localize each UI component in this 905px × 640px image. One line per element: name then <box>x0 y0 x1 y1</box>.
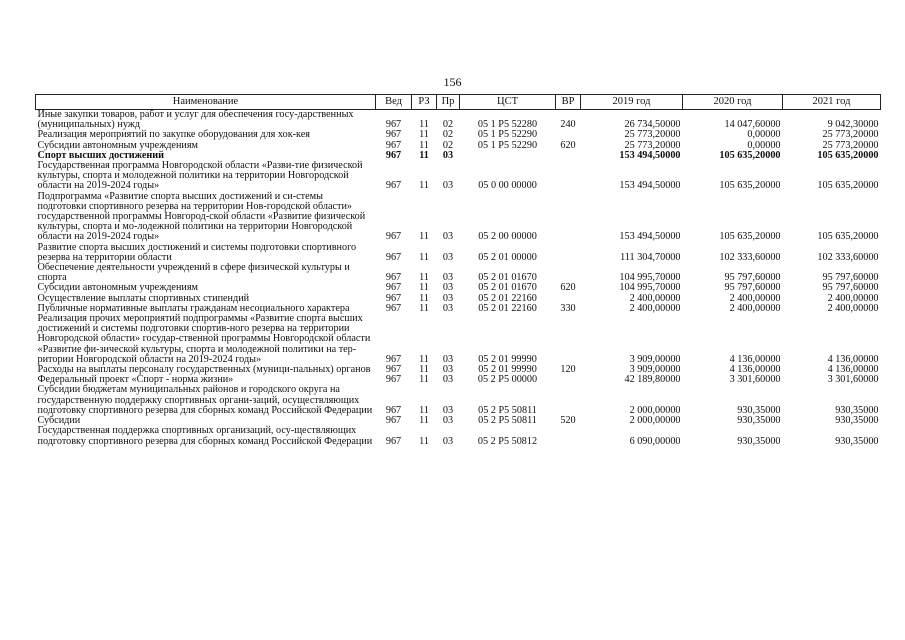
cell-name: Иные закупки товаров, работ и услуг для обеспечения госу-дарственных (муниципальных) нужд <box>37 109 354 131</box>
cell-rz: 11 <box>419 251 429 263</box>
cell-pr: 03 <box>442 292 454 304</box>
cell-2019: 26 734,50000 <box>624 119 681 131</box>
cell-name: Субсидии автономным учреждениям <box>37 282 198 294</box>
cell-pr: 03 <box>442 415 454 427</box>
cell-cst: 05 2 P5 50811 <box>478 415 537 427</box>
cell-rz: 11 <box>419 415 429 427</box>
cell-2021: 95 797,60000 <box>822 282 879 294</box>
cell-2020: 95 797,60000 <box>724 282 781 294</box>
cell-ved: 967 <box>385 364 402 376</box>
cell-2019: 25 773,20000 <box>624 129 681 141</box>
cell-2019: 2 400,00000 <box>629 292 681 304</box>
cell-2019: 3 909,00000 <box>629 364 681 376</box>
cell-pr: 03 <box>442 149 454 161</box>
cell-name: Федеральный проект «Спорт - норма жизни» <box>37 374 234 386</box>
cell-cst <box>460 151 556 161</box>
table-row <box>36 426 881 446</box>
column-header-2019: 2019 год <box>581 95 683 110</box>
cell-pr: 03 <box>442 404 454 416</box>
cell-2021: 930,35000 <box>835 415 879 427</box>
cell-pr: 03 <box>442 353 454 365</box>
cell-pr: 03 <box>442 374 454 386</box>
cell-cst: 05 2 00 00000 <box>478 231 537 243</box>
cell-vr <box>556 161 581 192</box>
table-row <box>36 161 881 192</box>
cell-2021: 25 773,20000 <box>822 129 879 141</box>
table-row <box>36 192 881 243</box>
cell-ved: 967 <box>385 231 402 243</box>
cell-2021: 9 042,30000 <box>827 119 879 131</box>
cell-name: Развитие спорта высших достижений и системы подготовки спортивного резерва на территории области <box>37 241 357 263</box>
cell-2019: 2 400,00000 <box>629 302 681 314</box>
cell-rz: 11 <box>419 180 429 192</box>
cell-name: Субсидии <box>37 415 81 427</box>
cell-vr <box>556 192 581 243</box>
page-number: 156 <box>443 75 462 89</box>
cell-2020: 3 301,60000 <box>729 374 781 386</box>
cell-2020: 2 400,00000 <box>729 302 781 314</box>
cell-vr: 240 <box>560 119 576 131</box>
cell-2020: 2 400,00000 <box>729 292 781 304</box>
table-row <box>36 385 881 416</box>
cell-2019: 3 909,00000 <box>629 353 681 365</box>
cell-2020: 14 047,60000 <box>724 119 781 131</box>
cell-pr: 03 <box>442 435 454 447</box>
table-body <box>36 110 881 447</box>
cell-2020: 930,35000 <box>737 435 781 447</box>
cell-pr: 03 <box>442 282 454 294</box>
cell-2020: 4 136,00000 <box>729 353 781 365</box>
cell-pr: 03 <box>442 364 454 376</box>
cell-vr <box>556 243 581 263</box>
cell-ved: 967 <box>385 272 402 284</box>
cell-cst: 05 2 01 99990 <box>478 353 537 365</box>
cell-cst: 05 2 P5 50812 <box>477 435 538 447</box>
cell-cst: 05 2 P5 00000 <box>477 374 538 386</box>
cell-vr: 620 <box>560 139 576 151</box>
cell-name: Осуществление выплаты спортивных стипендий <box>37 292 250 304</box>
cell-cst: 05 1 P5 52290 <box>477 139 538 151</box>
cell-name: Обеспечение деятельности учреждений в сфере физической культуры и спорта <box>37 262 350 284</box>
cell-vr <box>556 426 581 446</box>
cell-ved: 967 <box>385 374 402 386</box>
cell-2020: 930,35000 <box>737 404 781 416</box>
column-header-rz: РЗ <box>412 95 437 110</box>
cell-2020: 4 136,00000 <box>729 364 781 376</box>
cell-pr: 03 <box>442 272 454 284</box>
cell-cst: 05 0 00 00000 <box>478 180 537 192</box>
table-header-row <box>36 95 881 110</box>
cell-2019: 153 494,50000 <box>619 231 681 243</box>
cell-2019: 6 090,00000 <box>629 435 681 447</box>
cell-name: Государственная поддержка спортивных организаций, осу-ществляющих подготовку спортивного резерва для сборных команд Российской Федерации <box>37 425 373 447</box>
cell-name: Субсидии автономным учреждениям <box>37 139 198 151</box>
cell-rz: 11 <box>419 149 429 161</box>
cell-rz: 11 <box>419 282 429 294</box>
cell-ved: 967 <box>385 353 402 365</box>
table-row <box>36 110 881 131</box>
cell-name: Субсидии бюджетам муниципальных районов и городского округа на государственную поддержку спортивных органи-заций, осуществляющих подготовку спортивного резерва для сборных команд Российской Федерации <box>37 384 373 416</box>
cell-ved: 967 <box>385 435 402 447</box>
cell-name: Государственная программа Новгородской области «Разви-тие физической культуры, спорта и молодежной политики на территории Новгородской области на 2019-2024 годы» <box>37 160 363 192</box>
cell-pr: 02 <box>442 129 454 141</box>
cell-2019: 153 494,50000 <box>619 180 681 192</box>
cell-rz: 11 <box>419 302 429 314</box>
column-header-2021: 2021 год <box>783 95 881 110</box>
cell-rz: 11 <box>419 292 429 304</box>
cell-cst: 05 2 01 01670 <box>478 282 537 294</box>
cell-ved: 967 <box>385 404 402 416</box>
column-header-vr: ВР <box>556 95 581 110</box>
cell-2020: 0,00000 <box>747 129 781 141</box>
cell-ved: 967 <box>385 251 402 263</box>
cell-vr: 120 <box>560 364 576 376</box>
cell-ved: 967 <box>385 415 402 427</box>
cell-ved: 967 <box>385 129 402 141</box>
cell-pr: 03 <box>442 231 454 243</box>
cell-ved: 967 <box>385 180 402 192</box>
cell-2019: 2 000,00000 <box>629 404 681 416</box>
cell-cst: 05 2 01 00000 <box>478 251 537 263</box>
cell-rz: 11 <box>419 353 429 365</box>
column-header-pr: Пр <box>437 95 460 110</box>
cell-2021: 25 773,20000 <box>822 139 879 151</box>
cell-pr: 02 <box>442 139 454 151</box>
cell-name: Реализация прочих мероприятий подпрограммы «Развитие спорта высших достижений и системы подготовки спортив-ного резерва на территории Новгородской области» государ-ственной программы Новгородской области «Развитие фи-зической культуры, спорта и молодежной политики на тер-ритории Новгородской области на 2019-2024 годы» <box>37 313 371 365</box>
cell-2019: 111 304,70000 <box>620 251 681 263</box>
cell-vr: 620 <box>560 282 576 294</box>
column-header-2020: 2020 год <box>683 95 783 110</box>
cell-2019: 153 494,50000 <box>619 149 681 161</box>
cell-ved: 967 <box>385 302 402 314</box>
cell-vr <box>556 263 581 283</box>
cell-2021: 4 136,00000 <box>827 364 879 376</box>
cell-2021: 930,35000 <box>835 435 879 447</box>
cell-2021: 2 400,00000 <box>827 292 879 304</box>
cell-2021: 102 333,60000 <box>817 251 879 263</box>
cell-vr <box>556 375 581 385</box>
cell-vr <box>556 151 581 161</box>
cell-rz: 11 <box>419 119 429 131</box>
budget-table <box>35 94 881 447</box>
cell-vr <box>556 314 581 365</box>
cell-name: Спорт высших достижений <box>37 149 165 161</box>
cell-name: Подпрограмма «Развитие спорта высших достижений и си-стемы подготовки спортивного резерва на территории Нов-городской области» государственной программы Новгород-ской области «Развитие физической культуры, спорта и мо-лодежной политики на территории Новгородской области на 2019-2024 годы» <box>37 190 366 243</box>
cell-cst: 05 2 01 22160 <box>478 292 537 304</box>
column-header-name: Наименование <box>36 95 376 110</box>
cell-cst: 05 2 P5 50811 <box>478 404 537 416</box>
cell-2021: 3 301,60000 <box>827 374 879 386</box>
cell-cst: 05 2 01 22160 <box>478 302 537 314</box>
cell-rz: 11 <box>419 364 429 376</box>
cell-vr: 520 <box>560 415 576 427</box>
cell-name: Публичные нормативные выплаты гражданам несоциального характера <box>37 302 350 314</box>
cell-2019: 104 995,70000 <box>619 272 681 284</box>
cell-2019: 25 773,20000 <box>624 139 681 151</box>
cell-ved: 967 <box>385 139 402 151</box>
column-header-ved: Вед <box>376 95 412 110</box>
cell-vr <box>556 385 581 416</box>
cell-cst: 05 2 01 99990 <box>478 364 537 376</box>
cell-rz: 11 <box>419 231 429 243</box>
table-row <box>36 263 881 283</box>
cell-2020: 105 635,20000 <box>719 180 781 192</box>
cell-vr: 330 <box>560 302 576 314</box>
cell-rz: 11 <box>419 374 429 386</box>
cell-ved: 967 <box>385 119 402 131</box>
cell-2021: 95 797,60000 <box>822 272 879 284</box>
cell-2020: 95 797,60000 <box>724 272 781 284</box>
cell-2021: 930,35000 <box>835 404 879 416</box>
cell-rz: 11 <box>419 435 429 447</box>
cell-2020: 0,00000 <box>747 139 781 151</box>
cell-pr: 03 <box>442 302 454 314</box>
cell-2019: 104 995,70000 <box>619 282 681 294</box>
table-row <box>36 243 881 263</box>
cell-2019: 42 189,80000 <box>624 374 681 386</box>
cell-2020: 105 635,20000 <box>719 149 781 161</box>
cell-2021: 2 400,00000 <box>827 302 879 314</box>
cell-ved: 967 <box>385 282 402 294</box>
cell-cst: 05 2 01 01670 <box>478 272 537 284</box>
cell-2020: 930,35000 <box>737 415 781 427</box>
cell-rz: 11 <box>419 129 429 141</box>
cell-rz: 11 <box>419 139 429 151</box>
cell-2020: 105 635,20000 <box>719 231 781 243</box>
cell-2021: 4 136,00000 <box>827 353 879 365</box>
cell-cst: 05 1 P5 52280 <box>477 119 538 131</box>
cell-rz: 11 <box>419 272 429 284</box>
cell-name: Расходы на выплаты персоналу государственных (муници-пальных) органов <box>37 364 371 376</box>
table-row <box>36 314 881 365</box>
column-header-cst: ЦСТ <box>460 95 556 110</box>
cell-2019: 2 000,00000 <box>629 415 681 427</box>
cell-2020: 102 333,60000 <box>719 251 781 263</box>
cell-2021: 105 635,20000 <box>817 231 879 243</box>
cell-pr: 03 <box>442 251 454 263</box>
cell-pr: 03 <box>442 180 454 192</box>
cell-ved: 967 <box>385 149 402 161</box>
cell-2021: 105 635,20000 <box>817 180 879 192</box>
cell-pr: 02 <box>442 119 454 131</box>
cell-cst: 05 1 P5 52290 <box>477 129 538 141</box>
cell-ved: 967 <box>385 292 402 304</box>
cell-rz: 11 <box>419 404 429 416</box>
cell-name: Реализация мероприятий по закупке оборудования для хок-кея <box>37 129 310 141</box>
cell-2021: 105 635,20000 <box>817 149 879 161</box>
